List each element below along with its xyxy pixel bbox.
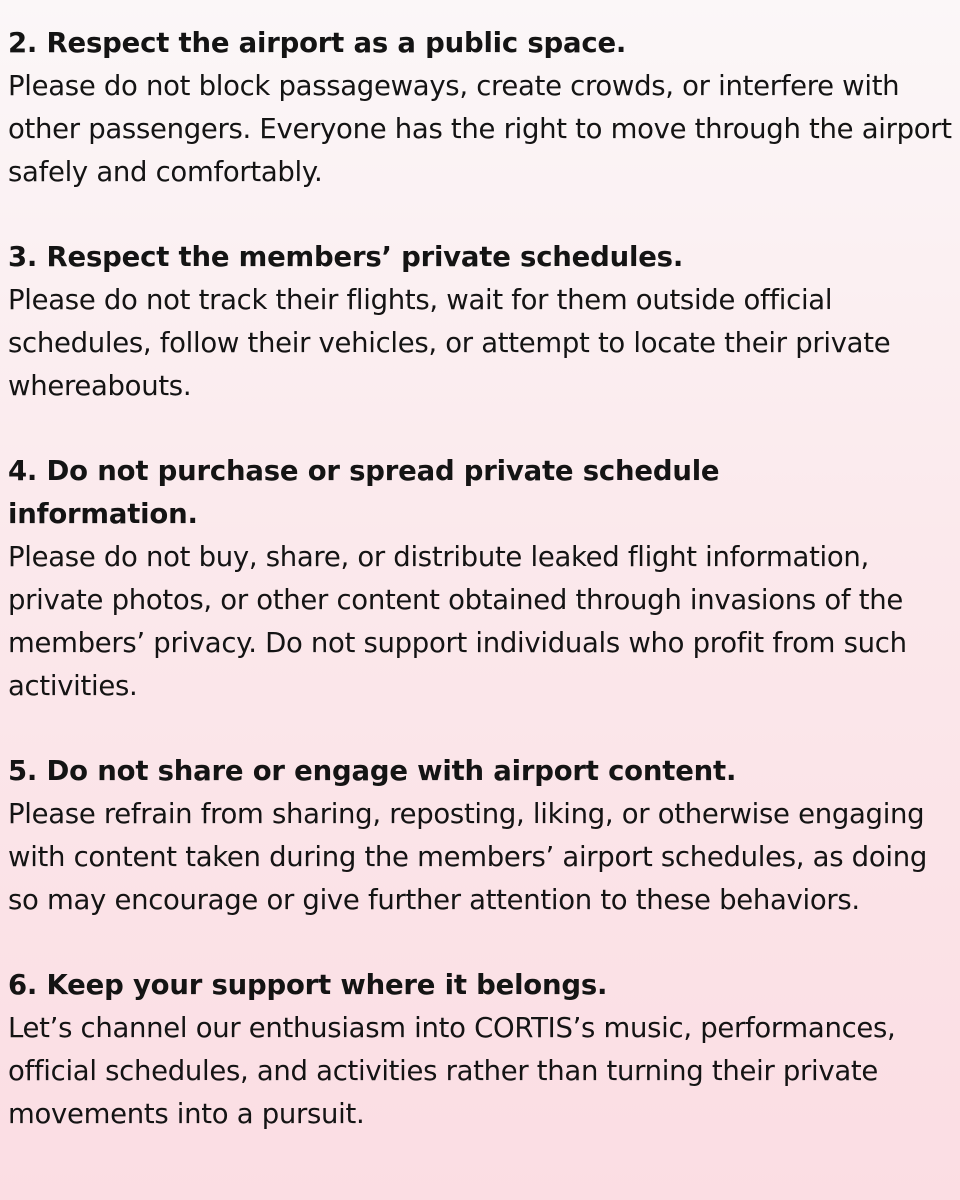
rule-heading: 2. Respect the airport as a public space. (8, 27, 627, 59)
rule-5 (8, 750, 960, 922)
rule-heading: 5. Do not share or engage with airport content. (8, 755, 737, 787)
rule-heading: 4. Do not purchase or spread private schedule information. (8, 455, 720, 530)
rule-heading: 3. Respect the members’ private schedules. (8, 241, 684, 273)
rule-2 (8, 22, 960, 194)
rule-6 (8, 964, 960, 1136)
rule-body: Please do not track their flights, wait for them outside official schedules, follow their vehicles, or attempt to locate their private whereabouts. (8, 284, 891, 402)
rule-3 (8, 236, 960, 408)
rule-body: Please do not block passageways, create crowds, or interfere with other passengers. Everyone has the right to move through the airport safely and comfortably. (8, 70, 952, 188)
rule-body: Please do not buy, share, or distribute leaked flight information, private photos, or other content obtained through invasions of the members’ privacy. Do not support individuals who profit from such activities. (8, 541, 907, 702)
rule-body: Let’s channel our enthusiasm into CORTIS’s music, performances, official schedules, and activities rather than turning their private movements into a pursuit. (8, 1012, 896, 1130)
rule-4 (8, 450, 960, 708)
rule-heading: 6. Keep your support where it belongs. (8, 969, 608, 1001)
rule-body: Please refrain from sharing, reposting, liking, or otherwise engaging with content taken during the members’ airport schedules, as doing so may encourage or give further attention to these behaviors. (8, 798, 927, 916)
